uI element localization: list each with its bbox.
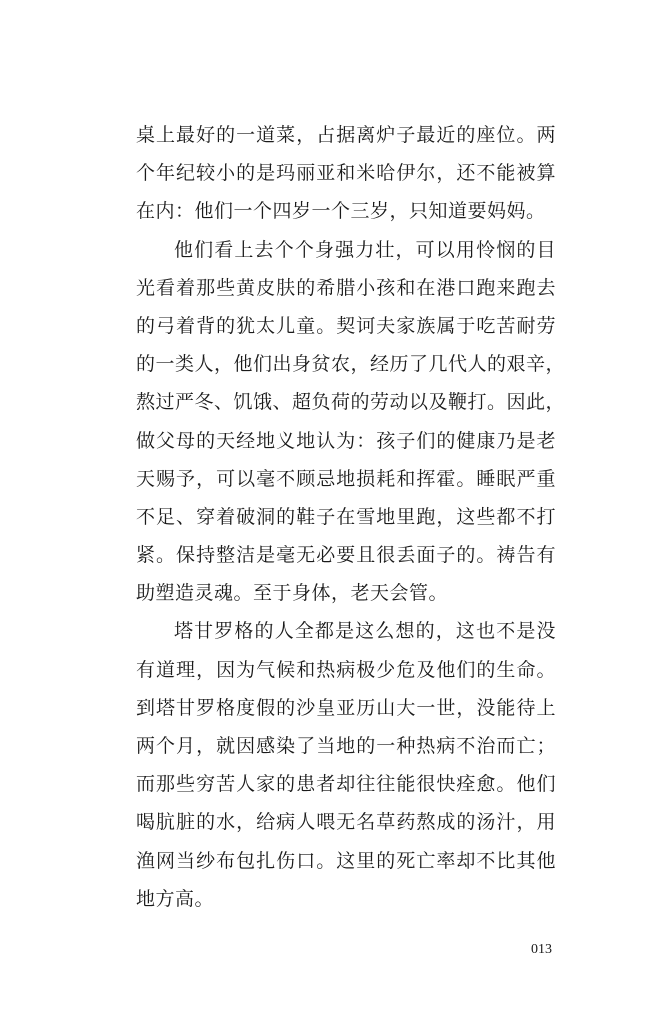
- page-number: 013: [531, 942, 552, 957]
- text-line: 渔网当纱布包扎伤口。这里的死亡率却不比其他: [136, 849, 556, 872]
- text-line: 的弓着背的犹太儿童。契诃夫家族属于吃苦耐劳: [136, 314, 556, 337]
- text-line: 而那些穷苦人家的患者却往往能很快痊愈。他们: [136, 773, 556, 796]
- text-line: 到塔甘罗格度假的沙皇亚历山大一世，没能待上: [136, 696, 556, 719]
- text-line: 有道理，因为气候和热病极少危及他们的生命。: [136, 658, 556, 681]
- text-line: 他们看上去个个身强力壮，可以用怜悯的目: [174, 238, 556, 261]
- text-line: 两个月，就因感染了当地的一种热病不治而亡；: [136, 735, 556, 757]
- text-line: 地方高。: [136, 887, 215, 910]
- text-line: 天赐予，可以毫不顾忌地损耗和挥霍。睡眠严重: [136, 467, 556, 490]
- text-line: 光看着那些黄皮肤的希腊小孩和在港口跑来跑去: [136, 276, 556, 299]
- text-line: 喝肮脏的水，给病人喂无名草药熬成的汤汁，用: [136, 811, 556, 834]
- text-line: 塔甘罗格的人全都是这么想的，这也不是没: [174, 620, 556, 643]
- body-text: [136, 116, 566, 918]
- text-line: 在内：他们一个四岁一个三岁，只知道要妈妈。: [136, 200, 546, 223]
- text-line: 紧。保持整洁是毫无必要且很丢面子的。祷告有: [136, 544, 556, 567]
- text-line: 助塑造灵魂。至于身体，老天会管。: [136, 582, 449, 605]
- text-line: 的一类人，他们出身贫农，经历了几代人的艰辛，: [136, 353, 566, 376]
- text-line: 不足、穿着破洞的鞋子在雪地里跑，这些都不打: [136, 505, 556, 528]
- text-line: 个年纪较小的是玛丽亚和米哈伊尔，还不能被算: [136, 162, 556, 185]
- text-line: 熬过严冬、饥饿、超负荷的劳动以及鞭打。因此，: [136, 391, 566, 414]
- text-line: 桌上最好的一道菜，占据离炉子最近的座位。两: [136, 124, 556, 146]
- text-line: 做父母的天经地义地认为：孩子们的健康乃是老: [136, 429, 556, 452]
